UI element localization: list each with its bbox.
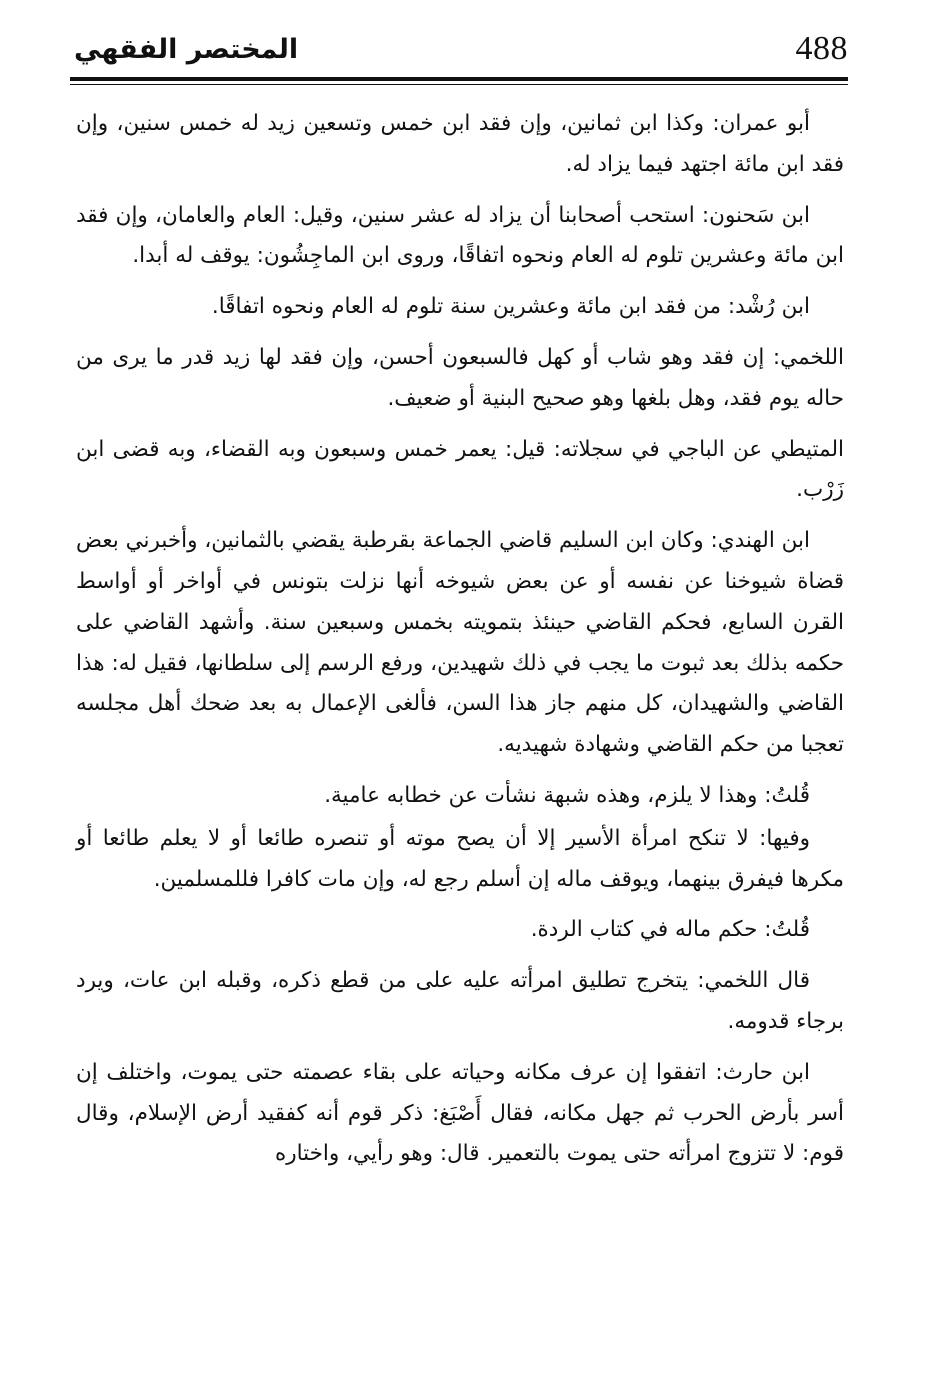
paragraph: ابن حارث: اتفقوا إن عرف مكانه وحياته على بقاء عصمته حتى يموت، واختلف إن أسر بأرض الحرب ثم جهل مكانه، فقال أَصْبَغ: ذكر قوم أنه كفقيد أرض الإسلام، وقال قوم: لا تتزوج امرأته حتى يموت بالتعمير. قال: وهو رأيي، واختاره <box>76 1059 844 1167</box>
page-number: 488 <box>795 30 848 67</box>
book-title: المختصر الفقهي <box>74 34 299 65</box>
paragraph: اللخمي: إن فقد وهو شاب أو كهل فالسبعون أحسن، وإن فقد لها زيد قدر ما يرى من حاله يوم فقد، وهل بلغها وهو صحيح البنية أو ضعيف. <box>76 344 844 411</box>
paragraph: وفيها: لا تنكح امرأة الأسير إلا أن يصح موته أو تنصره طائعا أو لا يعلم طائعا أو مكرها فيفرق بينهما، ويوقف ماله إن أسلم رجع له، وإن مات كافرا فللمسلمين. <box>76 825 844 892</box>
body-text <box>76 104 844 1185</box>
paragraph: قُلتُ: وهذا لا يلزم، وهذه شبهة نشأت عن خطابه عامية. <box>324 782 810 808</box>
paragraph: ابن الهندي: وكان ابن السليم قاضي الجماعة بقرطبة يقضي بالثمانين، وأخبرني بعض قضاة شيوخنا عن نفسه أو عن بعض شيوخه أنها نزلت بتونس في أواخر أو أواسط القرن السابع، فحكم القاضي حينئذ بتمويته بخمس وسبعين سنة. وأشهد القاضي على حكمه بذلك بعد ثبوت ما يجب في ذلك شهيدين، ورفع الرسم إلى سلطانها، فقيل له: هذا القاضي والشهيدان، كل منهم جاز هذا السن، فألغى الإعمال به بعد ضحك أهل مجلسه تعجبا من حكم القاضي وشهادة شهيديه. <box>76 528 844 758</box>
paragraph: ابن سَحنون: استحب أصحابنا أن يزاد له عشر سنين، وقيل: العام والعامان، وإن فقد ابن مائة وعشرين تلوم له العام ونحوه اتفاقًا، وروى ابن الماجِشُون: يوقف له أبدا. <box>76 202 844 269</box>
paragraph: ابن رُشْد: من فقد ابن مائة وعشرين سنة تلوم له العام ونحوه اتفاقًا. <box>211 294 810 320</box>
page-header <box>70 26 848 74</box>
paragraph: المتيطي عن الباجي في سجلاته: قيل: يعمر خمس وسبعون وبه القضاء، وبه قضى ابن زَرْب. <box>76 436 844 503</box>
header-rule-thin <box>70 84 848 85</box>
paragraph: أبو عمران: وكذا ابن ثمانين، وإن فقد ابن خمس وتسعين زيد له خمس سنين، وإن فقد ابن مائة اجتهد فيما يزاد له. <box>76 111 844 177</box>
paragraph: قُلتُ: حكم ماله في كتاب الردة. <box>530 917 810 943</box>
header-rule-thick <box>70 77 848 81</box>
paragraph: قال اللخمي: يتخرج تطليق امرأته عليه على من قطع ذكره، وقبله ابن عات، ويرد برجاء قدومه. <box>76 968 844 1034</box>
